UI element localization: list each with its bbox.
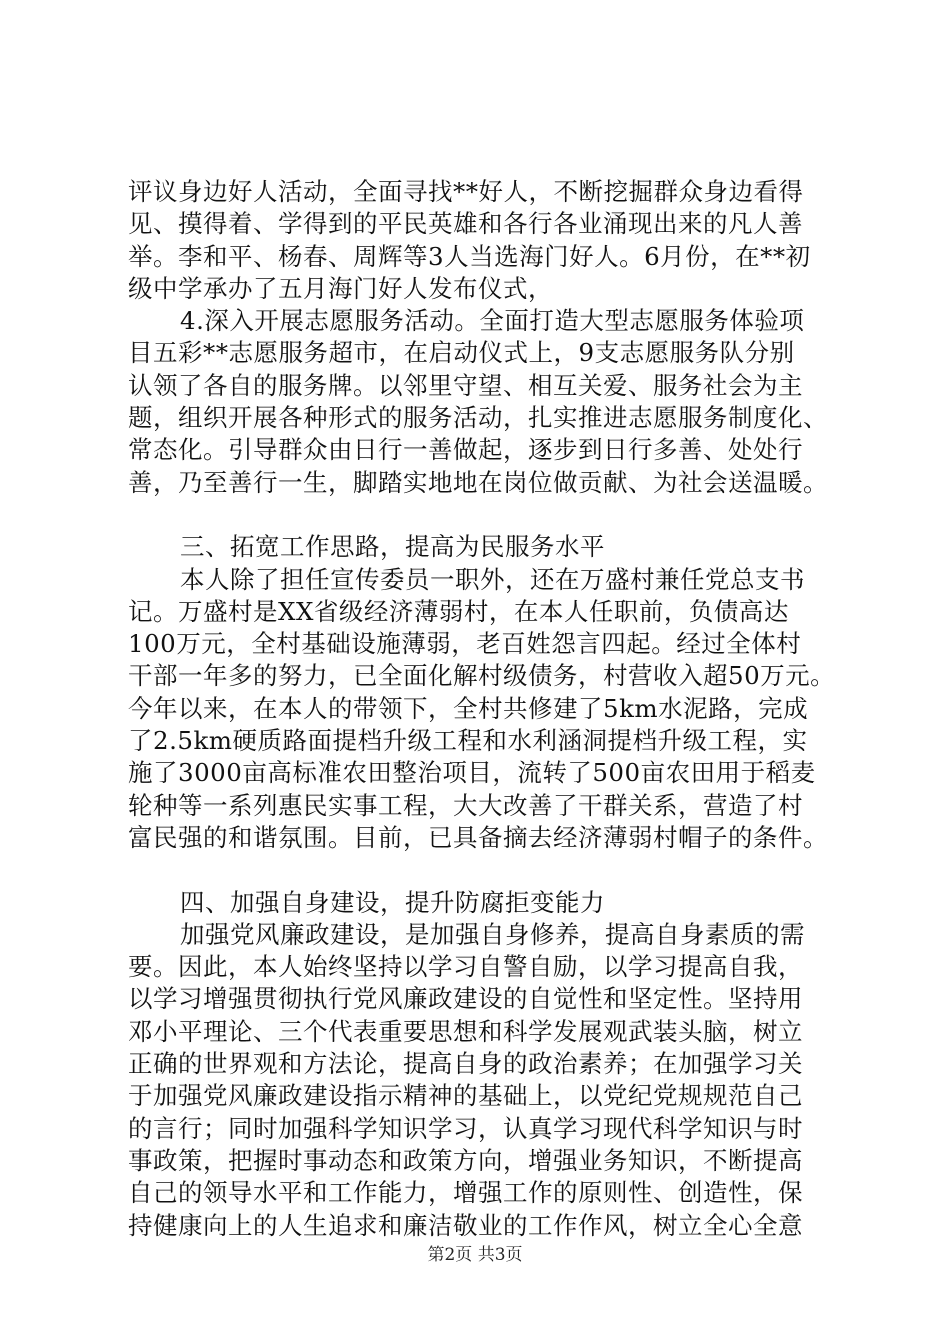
text-line: 善，乃至善行一生，脚踏实地地在岗位做贡献、为社会送温暖。 (128, 467, 828, 497)
text-line: 于加强党风廉政建设指示精神的基础上，以党纪党规规范自己 (128, 1081, 803, 1111)
text-line: 了2.5km硬质路面提档升级工程和水利涵洞提档升级工程，实 (128, 726, 808, 756)
text-line: 施了3000亩高标准农田整治项目，流转了500亩农田用于稻麦 (128, 758, 816, 788)
text-line: 自己的领导水平和工作能力，增强工作的原则性、创造性，保 (128, 1178, 803, 1208)
section-heading: 三、拓宽工作思路，提高为民服务水平 (180, 532, 605, 562)
text-line: 的言行；同时加强科学知识学习，认真学习现代科学知识与时 (128, 1113, 803, 1143)
text-line: 持健康向上的人生追求和廉洁敬业的工作作风，树立全心全意 (128, 1210, 803, 1240)
text-line: 100万元，全村基础设施薄弱，老百姓怨言四起。经过全体村 (128, 629, 802, 659)
paragraph-first-line: 本人除了担任宣传委员一职外，还在万盛村兼任党总支书 (180, 564, 805, 594)
page-number-footer: 第2页 共3页 (427, 1245, 523, 1265)
paragraph-gap (128, 854, 840, 886)
paragraph-gap (128, 499, 840, 531)
text-line: 评议身边好人活动，全面寻找**好人，不断挖掘群众身边看得 (128, 177, 804, 206)
text-line: 级中学承办了五月海门好人发布仪式， (128, 273, 553, 303)
paragraph-first-line: 4.深入开展志愿服务活动。全面打造大型志愿服务体验项 (180, 306, 805, 336)
text-line: 题，组织开展各种形式的服务活动，扎实推进志愿服务制度化、 (128, 403, 828, 433)
text-line: 见、摸得着、学得到的平民英雄和各行各业涌现出来的凡人善 (128, 209, 803, 239)
text-line: 事政策，把握时事动态和政策方向，增强业务知识，不断提高 (128, 1145, 803, 1175)
paragraph-first-line: 加强党风廉政建设，是加强自身修养，提高自身素质的需 (180, 919, 805, 949)
section-heading: 四、加强自身建设，提升防腐拒变能力 (180, 887, 605, 917)
text-line: 富民强的和谐氛围。目前，已具备摘去经济薄弱村帽子的条件。 (128, 822, 828, 852)
text-line: 轮种等一系列惠民实事工程，大大改善了干群关系，营造了村 (128, 790, 803, 820)
text-line: 要。因此，本人始终坚持以学习自警自励，以学习提高自我， (128, 952, 803, 982)
text-line: 干部一年多的努力，已全面化解村级债务，村营收入超50万元。 (128, 661, 836, 691)
text-line: 以学习增强贯彻执行党风廉政建设的自觉性和坚定性。坚持用 (128, 984, 803, 1014)
document-body (128, 176, 840, 1242)
text-line: 邓小平理论、三个代表重要思想和科学发展观武装头脑，树立 (128, 1016, 803, 1046)
text-line: 正确的世界观和方法论，提高自身的政治素养；在加强学习关 (128, 1049, 803, 1079)
text-line: 目五彩**志愿服务超市，在启动仪式上，9支志愿服务队分别 (128, 338, 795, 368)
text-line: 举。李和平、杨春、周辉等3人当选海门好人。6月份，在**初 (128, 241, 811, 271)
text-line: 今年以来，在本人的带领下，全村共修建了5km水泥路，完成 (128, 693, 809, 723)
text-line: 记。万盛村是XX省级经济薄弱村，在本人任职前，负债高达 (128, 596, 789, 626)
text-line: 常态化。引导群众由日行一善做起，逐步到日行多善、处处行 (128, 435, 803, 465)
text-line: 认领了各自的服务牌。以邻里守望、相互关爱、服务社会为主 (128, 370, 803, 400)
